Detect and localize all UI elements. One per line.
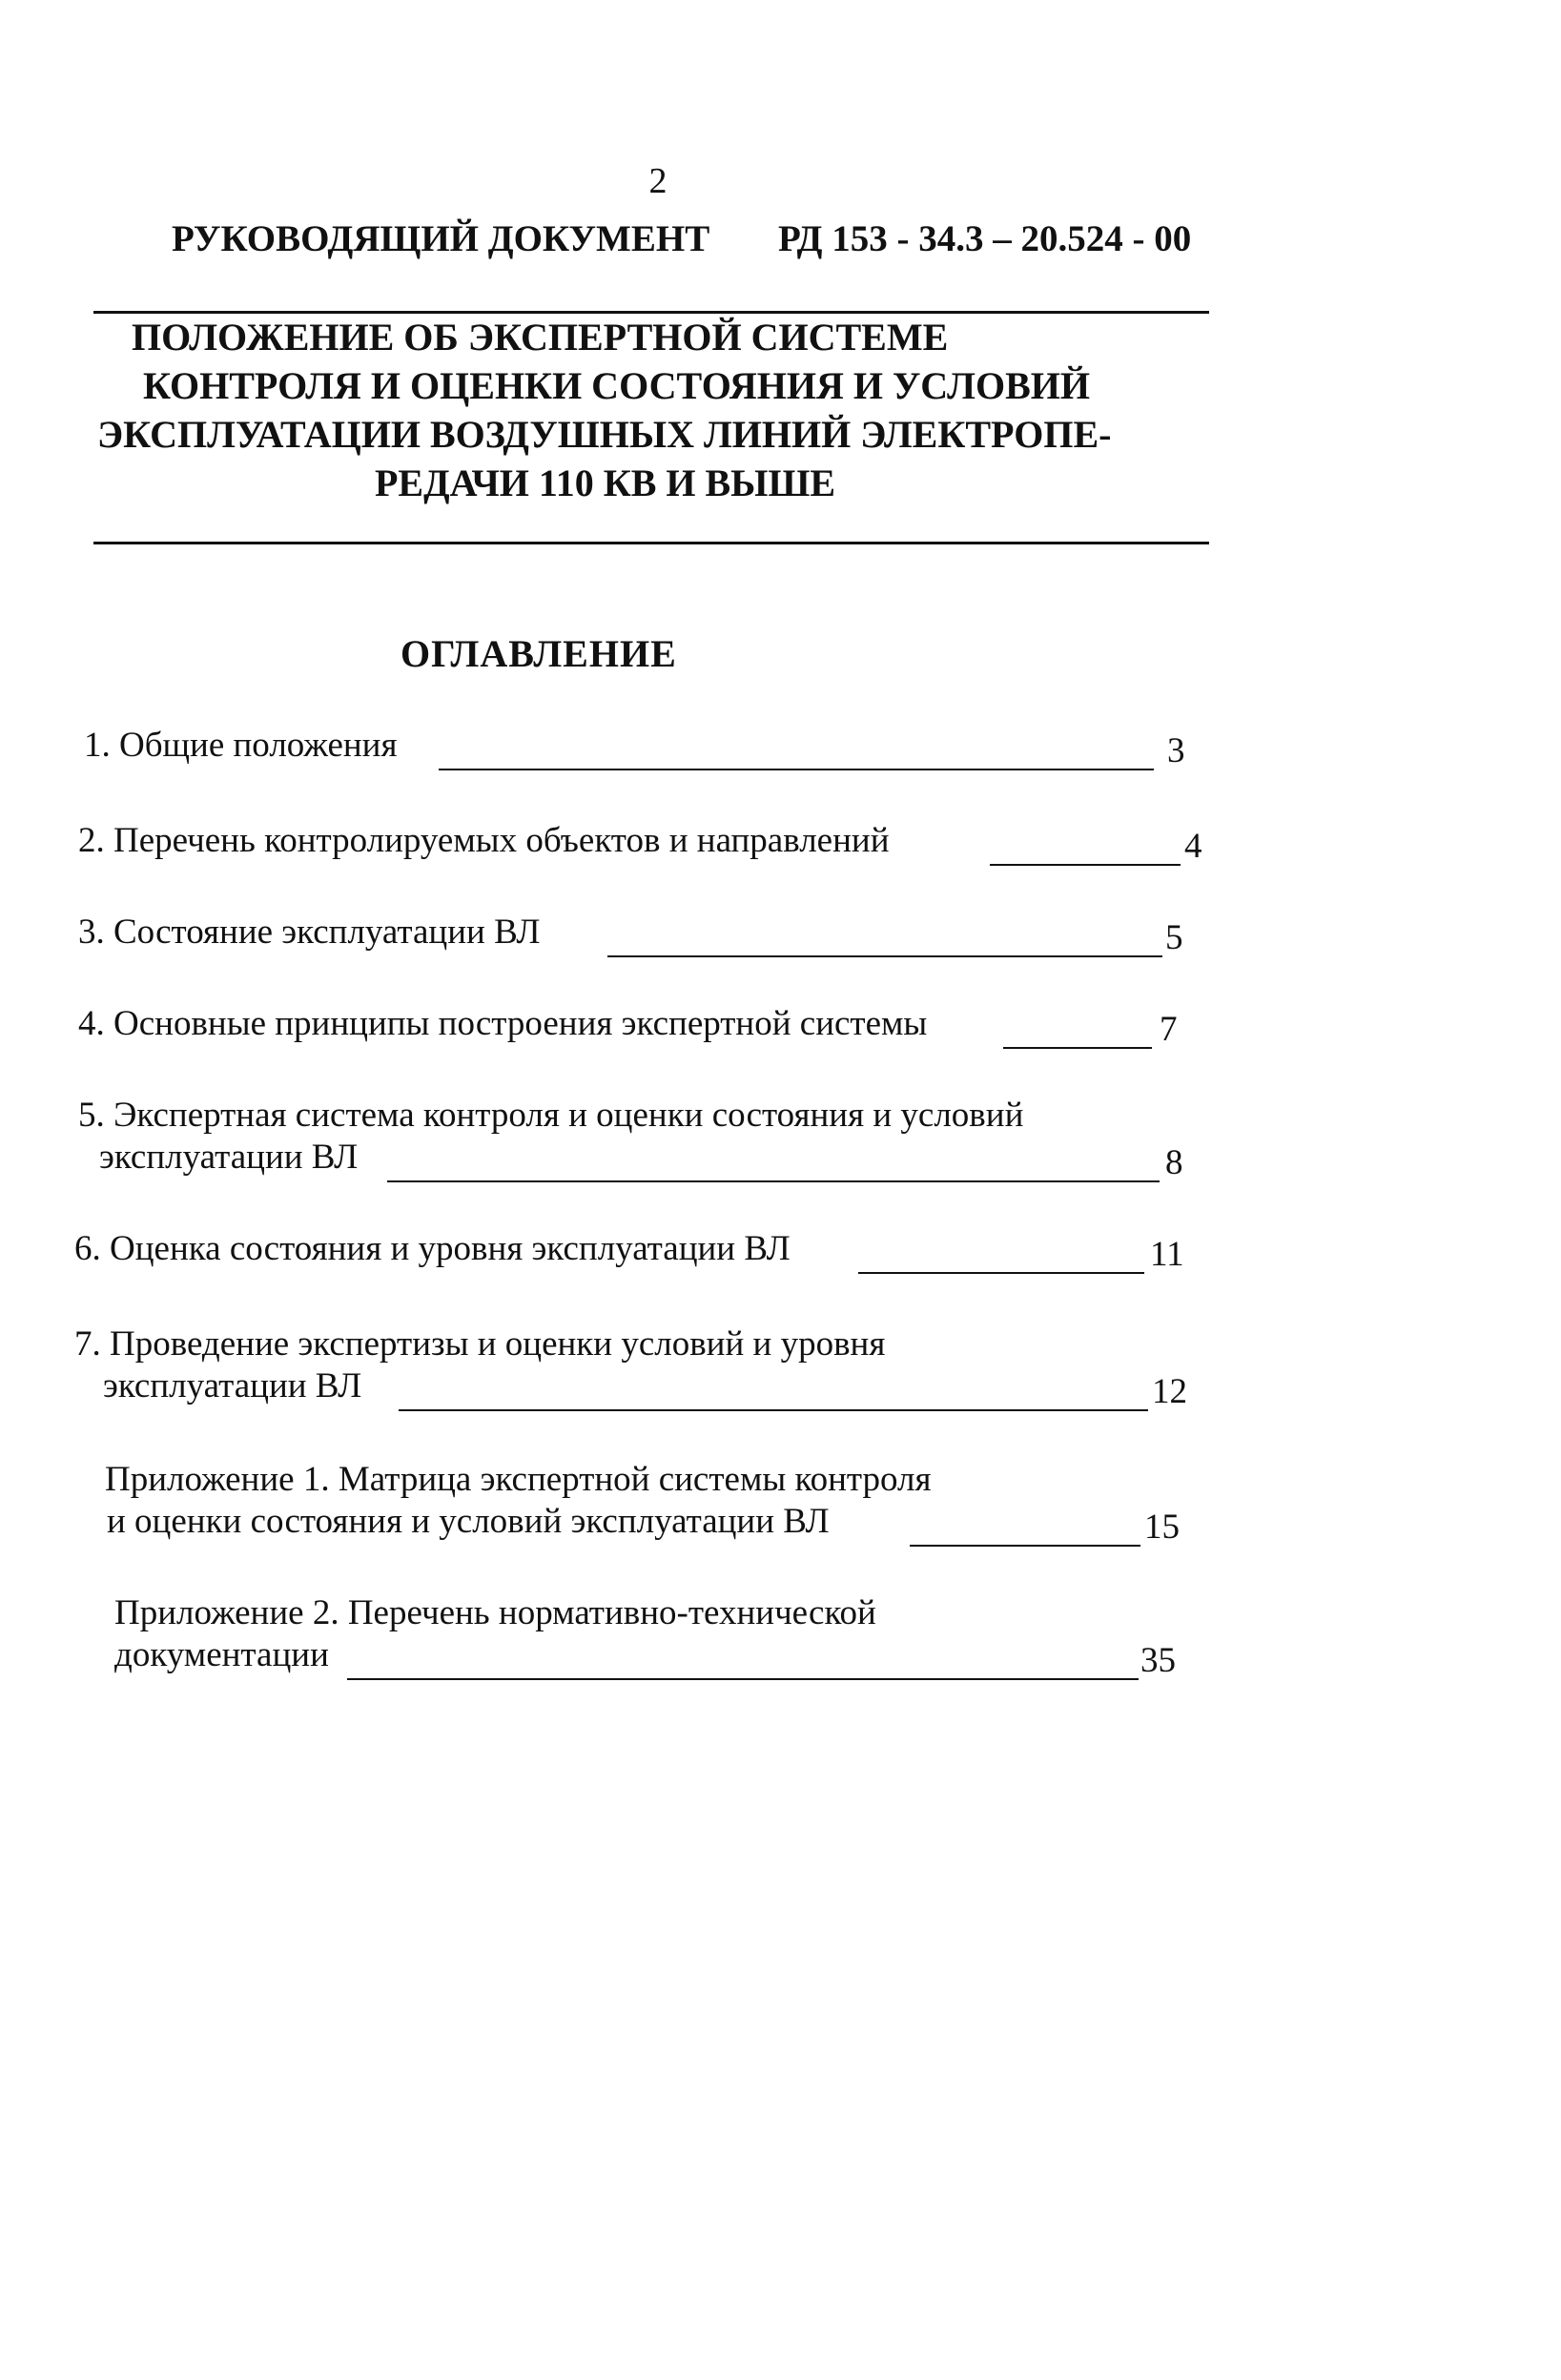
toc-entry-page: 35 xyxy=(1140,1641,1176,1680)
toc-entry-title: 3. Состояние эксплуатации ВЛ xyxy=(78,913,541,952)
document-code: РД 153 - 34.3 – 20.524 - 00 xyxy=(778,218,1192,259)
toc-leader xyxy=(399,1409,1148,1411)
toc-entry-title: 1. Общие положения xyxy=(84,726,398,765)
toc-entry-page: 5 xyxy=(1165,918,1183,957)
toc-entry xyxy=(114,1592,1230,1697)
toc-entry xyxy=(78,1095,1222,1200)
toc-entry-title-cont: документации xyxy=(114,1635,329,1674)
toc-leader xyxy=(990,864,1181,866)
toc-entry-page: 15 xyxy=(1144,1508,1180,1547)
title-line: ПОЛОЖЕНИЕ ОБ ЭКСПЕРТНОЙ СИСТЕМЕ xyxy=(132,316,949,359)
toc-leader xyxy=(607,955,1162,957)
document-title xyxy=(76,313,1230,507)
bottom-divider xyxy=(93,542,1209,544)
toc-entry xyxy=(105,1459,1230,1564)
toc-entry-title: 2. Перечень контролируемых объектов и направлений xyxy=(78,821,890,860)
page-number: 2 xyxy=(648,161,668,201)
toc-entry-title: Приложение 2. Перечень нормативно-технической xyxy=(114,1593,876,1632)
toc-entry-page: 11 xyxy=(1150,1235,1184,1274)
toc-entry xyxy=(78,820,1222,877)
toc-entry-page: 8 xyxy=(1165,1143,1183,1182)
toc-leader xyxy=(387,1180,1160,1182)
document-type: РУКОВОДЯЩИЙ ДОКУМЕНТ xyxy=(172,218,710,259)
title-line: РЕДАЧИ 110 КВ И ВЫШЕ xyxy=(375,462,836,504)
toc-entry xyxy=(78,912,1222,969)
toc-entry xyxy=(74,1323,1219,1428)
toc-entry-title: 6. Оценка состояния и уровня эксплуатации ВЛ xyxy=(74,1229,791,1268)
title-line: КОНТРОЛЯ И ОЦЕНКИ СОСТОЯНИЯ И УСЛОВИЙ xyxy=(143,364,1091,407)
toc-entry-title-cont: и оценки состояния и условий эксплуатации ВЛ xyxy=(107,1502,830,1541)
toc-entry-page: 4 xyxy=(1184,827,1202,866)
toc-leader xyxy=(347,1678,1139,1680)
toc-heading: ОГЛАВЛЕНИЕ xyxy=(401,632,677,675)
toc-entry-page: 3 xyxy=(1167,731,1185,770)
toc-entry-title-cont: эксплуатации ВЛ xyxy=(103,1366,362,1405)
toc-leader xyxy=(910,1545,1140,1547)
toc-entry-title: 5. Экспертная система контроля и оценки состояния и условий xyxy=(78,1096,1024,1135)
toc-entry-title: 4. Основные принципы построения экспертной системы xyxy=(78,1004,928,1043)
title-line: ЭКСПЛУАТАЦИИ ВОЗДУШНЫХ ЛИНИЙ ЭЛЕКТРОПЕ- xyxy=(97,413,1112,456)
toc-leader xyxy=(1003,1047,1152,1049)
toc-entry-page: 7 xyxy=(1160,1010,1178,1049)
toc-entry-title: Приложение 1. Матрица экспертной системы контроля xyxy=(105,1460,932,1499)
toc-entry xyxy=(78,1003,1222,1060)
toc-entry xyxy=(84,725,1200,782)
toc-entry-page: 12 xyxy=(1152,1372,1187,1411)
toc-entry-title: 7. Проведение экспертизы и оценки условий и уровня xyxy=(74,1324,886,1364)
toc-leader xyxy=(858,1272,1144,1274)
toc-entry xyxy=(74,1228,1219,1285)
toc-entry-title-cont: эксплуатации ВЛ xyxy=(99,1138,359,1177)
toc-leader xyxy=(439,769,1154,770)
